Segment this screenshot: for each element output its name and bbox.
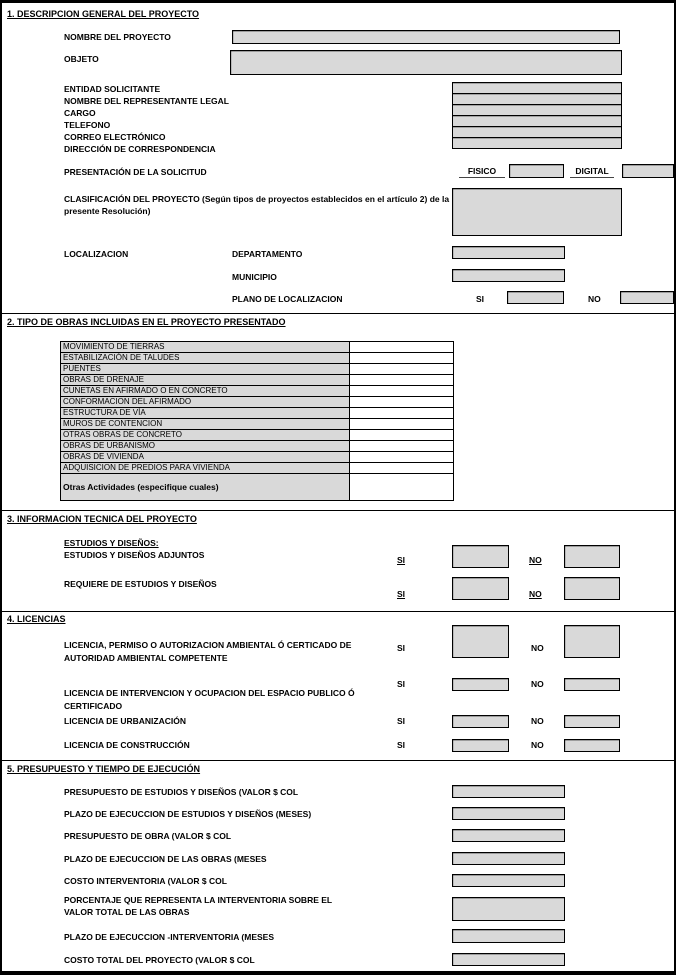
cargo-label: CARGO [64, 108, 96, 118]
plano-si-label: SI [476, 294, 485, 304]
row-label: CONFORMACION DEL AFIRMADO [61, 397, 350, 407]
objeto-label: OBJETO [64, 54, 99, 64]
espacio-no-checkbox[interactable] [564, 678, 620, 691]
urbanizacion-si-label: SI [397, 716, 406, 726]
requiere-si-checkbox[interactable] [452, 577, 509, 600]
row-label: MUROS DE CONTENCION [61, 419, 350, 429]
plazo-interventoria-label: PLAZO DE EJECUCCION -INTERVENTORIA (MESES [64, 932, 275, 942]
row-value-cell[interactable] [350, 463, 453, 473]
table-row-otras [60, 473, 454, 500]
plano-no-label: NO [588, 294, 601, 304]
plazo-interventoria-input[interactable] [452, 929, 565, 943]
presupuesto-estudios-label: PRESUPUESTO DE ESTUDIOS Y DISEÑOS (VALOR $ COL [64, 787, 299, 797]
section4-title: 4. LICENCIAS [7, 614, 66, 624]
row-label: OBRAS DE VIVIENDA [61, 452, 350, 462]
urbanizacion-no-checkbox[interactable] [564, 715, 620, 728]
table-row [60, 440, 454, 451]
presupuesto-estudios-input[interactable] [452, 785, 565, 798]
estudios-adjuntos-label: ESTUDIOS Y DISEÑOS ADJUNTOS [64, 550, 205, 560]
clasificacion-label: CLASIFICACIÓN DEL PROYECTO (Según tipos de proyectos establecidos en el artículo 2) de la presente Resolución) [64, 194, 450, 216]
digital-checkbox[interactable] [622, 164, 674, 178]
row-label: OTRAS OBRAS DE CONCRETO [61, 430, 350, 440]
row-value-cell[interactable] [350, 353, 453, 363]
presupuesto-obra-input[interactable] [452, 829, 565, 842]
ambiental-no-label: NO [531, 643, 544, 653]
row-value-cell[interactable] [350, 375, 453, 385]
row-label: ESTRUCTURA DE VÍA [61, 408, 350, 418]
municipio-label: MUNICIPIO [232, 272, 277, 282]
section3-divider [2, 611, 674, 612]
obras-table [60, 341, 454, 501]
section3-title: 3. INFORMACION TECNICA DEL PROYECTO [7, 514, 197, 524]
requiere-no-label: NO [529, 589, 542, 599]
otras-actividades-label: Otras Actividades (especifique cuales) [61, 474, 350, 500]
section2-divider [2, 510, 674, 511]
row-label: ESTABILIZACIÓN DE TALUDES [61, 353, 350, 363]
urbanizacion-si-checkbox[interactable] [452, 715, 509, 728]
construccion-si-checkbox[interactable] [452, 739, 509, 752]
row-label: CUNETAS EN AFIRMADO O EN CONCRETO [61, 386, 350, 396]
table-row [60, 418, 454, 429]
table-row [60, 396, 454, 407]
departamento-input[interactable] [452, 246, 565, 259]
licencia-urbanizacion-label: LICENCIA DE URBANIZACIÓN [64, 716, 186, 726]
direccion-input[interactable] [452, 137, 622, 149]
table-row [60, 341, 454, 352]
nombre-proyecto-label: NOMBRE DEL PROYECTO [64, 32, 171, 42]
presupuesto-obra-label: PRESUPUESTO DE OBRA (VALOR $ COL [64, 831, 232, 841]
telefono-label: TELEFONO [64, 120, 111, 130]
nombre-proyecto-input[interactable] [232, 30, 620, 44]
section5-title: 5. PRESUPUESTO Y TIEMPO DE EJECUCIÓN [7, 764, 201, 774]
entity-labels [64, 83, 229, 155]
row-value-cell[interactable] [350, 364, 453, 374]
fisico-checkbox[interactable] [509, 164, 564, 178]
plazo-obras-input[interactable] [452, 852, 565, 865]
table-row [60, 462, 454, 473]
row-label: MOVIMIENTO DE TIERRAS [61, 342, 350, 352]
plano-no-checkbox[interactable] [620, 291, 674, 304]
table-row [60, 385, 454, 396]
costo-interventoria-label: COSTO INTERVENTORIA (VALOR $ COL [64, 876, 227, 886]
localizacion-label: LOCALIZACION [64, 249, 129, 259]
row-value-cell[interactable] [350, 342, 453, 352]
departamento-label: DEPARTAMENTO [232, 249, 303, 259]
urbanizacion-no-label: NO [531, 716, 544, 726]
adjuntos-no-label: NO [529, 555, 542, 565]
row-value-cell[interactable] [350, 397, 453, 407]
row-value-cell[interactable] [350, 441, 453, 451]
digital-label: DIGITAL [570, 166, 614, 178]
plano-localizacion-label: PLANO DE LOCALIZACION [232, 294, 343, 304]
table-row [60, 352, 454, 363]
costo-total-input[interactable] [452, 953, 565, 966]
plano-si-checkbox[interactable] [507, 291, 564, 304]
section4-divider [2, 760, 674, 761]
table-row [60, 451, 454, 462]
costo-total-label: COSTO TOTAL DEL PROYECTO (VALOR $ COL [64, 955, 255, 965]
porcentaje-interventoria-input[interactable] [452, 897, 565, 921]
row-label: OBRAS DE URBANISMO [61, 441, 350, 451]
espacio-si-label: SI [397, 679, 406, 689]
plazo-estudios-label: PLAZO DE EJECUCCION DE ESTUDIOS Y DISEÑOS (MESES) [64, 809, 312, 819]
porcentaje-interventoria-label: PORCENTAJE QUE REPRESENTA LA INTERVENTORIA SOBRE EL VALOR TOTAL DE LAS OBRAS [64, 895, 332, 917]
direccion-label: DIRECCIÓN DE CORRESPONDENCIA [64, 144, 216, 154]
table-row [60, 363, 454, 374]
construccion-si-label: SI [397, 740, 406, 750]
row-label: PUENTES [61, 364, 350, 374]
licencia-ambiental-label: LICENCIA, PERMISO O AUTORIZACION AMBIENTAL Ó CERTICADO DE AUTORIDAD AMBIENTAL COMPETENTE [64, 640, 352, 663]
costo-interventoria-input[interactable] [452, 874, 565, 887]
objeto-input[interactable] [230, 50, 622, 75]
ambiental-si-checkbox[interactable] [452, 625, 509, 658]
table-row [60, 407, 454, 418]
licencia-espacio-publico-label: LICENCIA DE INTERVENCION Y OCUPACION DEL ESPACIO PUBLICO Ó CERTIFICADO [64, 688, 355, 711]
ambiental-no-checkbox[interactable] [564, 625, 620, 658]
table-row [60, 374, 454, 385]
construccion-no-label: NO [531, 740, 544, 750]
row-value-cell[interactable] [350, 408, 453, 418]
section2-title: 2. TIPO DE OBRAS INCLUIDAS EN EL PROYECTO PRESENTADO [7, 317, 286, 327]
plazo-obras-label: PLAZO DE EJECUCCION DE LAS OBRAS (MESES [64, 854, 267, 864]
municipio-input[interactable] [452, 269, 565, 282]
row-label: OBRAS DE DRENAJE [61, 375, 350, 385]
entidad-solicitante-label: ENTIDAD SOLICITANTE [64, 84, 161, 94]
requiere-si-label: SI [397, 589, 406, 599]
entity-inputs [452, 83, 622, 149]
correo-label: CORREO ELECTRÓNICO [64, 132, 166, 142]
plazo-estudios-input[interactable] [452, 807, 565, 820]
construccion-no-checkbox[interactable] [564, 739, 620, 752]
row-value-cell[interactable] [350, 430, 453, 440]
presentacion-label: PRESENTACIÓN DE LA SOLICITUD [64, 167, 207, 177]
section1-divider [2, 313, 674, 314]
section1-title: 1. DESCRIPCION GENERAL DEL PROYECTO [7, 9, 200, 19]
espacio-si-checkbox[interactable] [452, 678, 509, 691]
requiere-no-checkbox[interactable] [564, 577, 620, 600]
table-row [60, 429, 454, 440]
adjuntos-si-label: SI [397, 555, 406, 565]
row-value-cell[interactable] [350, 452, 453, 462]
row-label: ADQUISICION DE PREDIOS PARA VIVIENDA [61, 463, 350, 473]
row-value-cell[interactable] [350, 419, 453, 429]
requiere-estudios-label: REQUIERE DE ESTUDIOS Y DISEÑOS [64, 579, 217, 589]
espacio-no-label: NO [531, 679, 544, 689]
adjuntos-no-checkbox[interactable] [564, 545, 620, 568]
estudios-disenos-group-label: ESTUDIOS Y DISEÑOS: [64, 538, 159, 548]
fisico-label: FISICO [459, 166, 505, 178]
licencia-construccion-label: LICENCIA DE CONSTRUCCIÓN [64, 740, 190, 750]
ambiental-si-label: SI [397, 643, 406, 653]
adjuntos-si-checkbox[interactable] [452, 545, 509, 568]
row-value-cell[interactable] [350, 386, 453, 396]
clasificacion-input[interactable] [452, 188, 622, 236]
representante-legal-label: NOMBRE DEL REPRESENTANTE LEGAL [64, 96, 229, 106]
